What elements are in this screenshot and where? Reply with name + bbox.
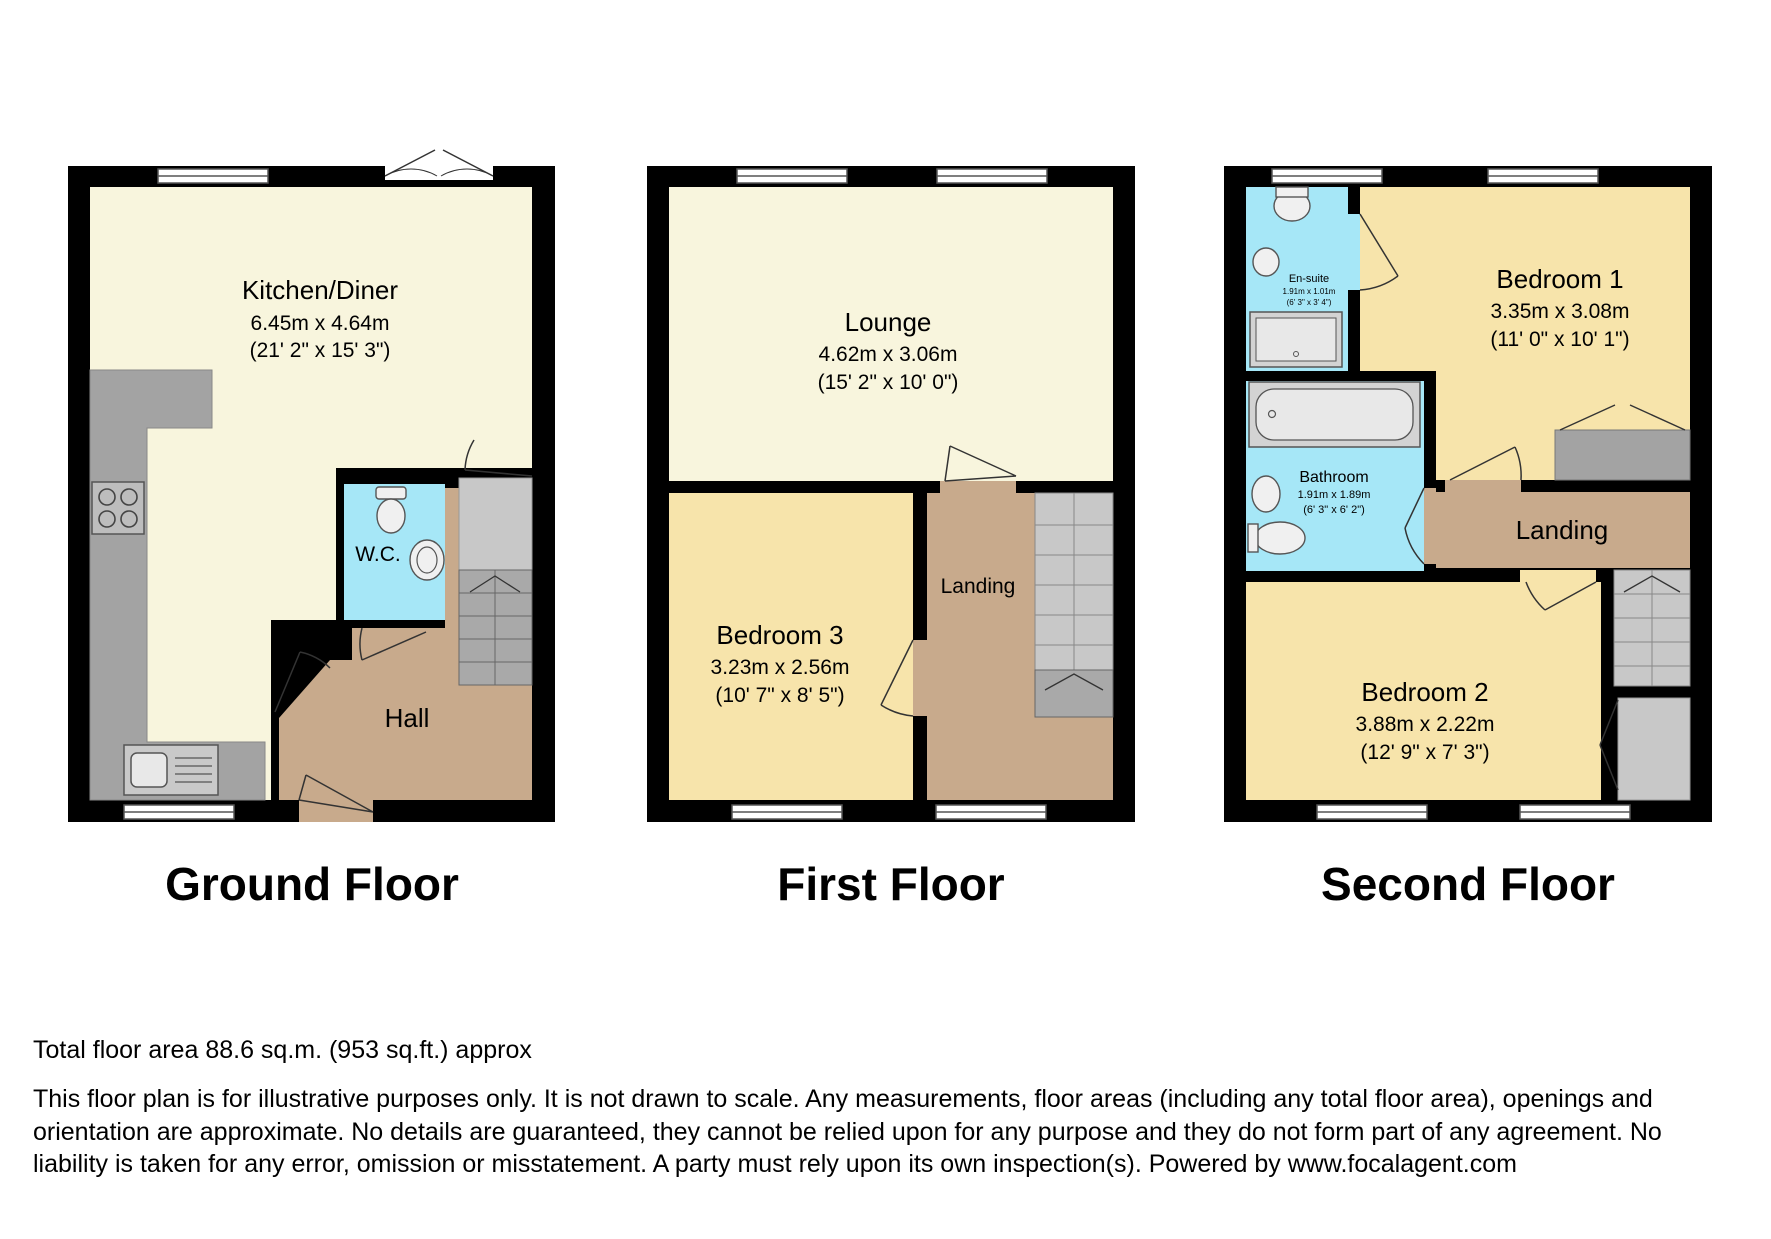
room-dims-ft-en-suite: (6' 3" x 3' 4")	[1286, 298, 1332, 307]
sink-icon	[124, 745, 218, 795]
first-staircase	[1035, 493, 1113, 717]
room-dims-m-kitchen-diner: 6.45m x 4.64m	[250, 312, 390, 335]
total-floor-area: Total floor area 88.6 sq.m. (953 sq.ft.) approx	[33, 1036, 532, 1064]
room-name-hall: Hall	[384, 703, 430, 733]
bathtub-icon	[1249, 382, 1420, 447]
window	[1272, 169, 1382, 183]
room-name-kitchen-diner: Kitchen/Diner	[241, 275, 399, 305]
room-dims-ft-bedroom-3: (10' 7" x 8' 5")	[715, 684, 845, 707]
room-name-bedroom-2: Bedroom 2	[1361, 677, 1489, 707]
french-doors	[385, 150, 493, 180]
window	[1317, 805, 1427, 819]
window	[737, 169, 847, 183]
room-name-first-landing: Landing	[940, 575, 1016, 598]
room-dims-ft-bathroom: (6' 3" x 6' 2")	[1303, 504, 1365, 516]
room-name-second-landing: Landing	[1515, 515, 1609, 545]
ground-staircase	[459, 570, 532, 685]
room-dims-m-bedroom-1: 3.35m x 3.08m	[1490, 300, 1630, 323]
second-staircase	[1614, 570, 1690, 686]
room-dims-ft-lounge: (15' 2" x 10' 0")	[817, 371, 959, 394]
toilet-icon	[376, 487, 406, 533]
room-name-bedroom-1: Bedroom 1	[1496, 264, 1624, 294]
window	[732, 805, 842, 819]
room-dims-m-lounge: 4.62m x 3.06m	[818, 343, 958, 366]
window	[1488, 169, 1598, 183]
toilet-icon	[1248, 522, 1305, 554]
room-name-bathroom: Bathroom	[1299, 469, 1369, 486]
window	[124, 805, 234, 819]
room-name-lounge: Lounge	[844, 307, 932, 337]
ground-floor-plan	[68, 150, 555, 910]
room-dims-m-bathroom: 1.91m x 1.89m	[1297, 489, 1371, 501]
room-dims-ft-bedroom-2: (12' 9" x 7' 3")	[1360, 741, 1490, 764]
toilet-icon	[1274, 187, 1310, 221]
room-dims-m-bedroom-3: 3.23m x 2.56m	[710, 656, 850, 679]
second-floor-plan	[1224, 166, 1712, 910]
window	[1520, 805, 1630, 819]
shower-tray-icon	[1250, 312, 1342, 367]
room-dims-ft-bedroom-1: (11' 0" x 10' 1")	[1490, 328, 1630, 351]
bedroom-2-cupboard	[1618, 698, 1690, 800]
room-name-bedroom-3: Bedroom 3	[716, 620, 844, 650]
first-floor-plan	[647, 166, 1135, 910]
room-dims-ft-kitchen-diner: (21' 2" x 15' 3")	[249, 339, 391, 362]
room-dims-m-bedroom-2: 3.88m x 2.22m	[1355, 713, 1495, 736]
room-dims-m-en-suite: 1.91m x 1.01m	[1282, 287, 1336, 296]
window	[936, 805, 1046, 819]
basin-icon	[410, 540, 444, 580]
floor-title-ground: Ground Floor	[165, 858, 459, 910]
disclaimer-text: This floor plan is for illustrative purposes only. It is not drawn to scale. Any measurements, floor areas (including any total floor area), openings and orientation are approximate. No details are guaranteed, they cannot be relied upon for any purpose and they do not form part of any agreement. No liability is taken for any error, omission or misstatement. A party must rely upon its own inspection(s). Powered by www.focalagent.com	[33, 1085, 1662, 1178]
window	[158, 169, 268, 183]
window	[937, 169, 1047, 183]
room-name-en-suite: En-suite	[1288, 273, 1330, 285]
basin-icon	[1253, 248, 1279, 276]
room-name-wc: W.C.	[355, 543, 401, 566]
floor-title-first: First Floor	[777, 858, 1005, 910]
under-stairs-store	[459, 478, 532, 570]
floor-title-second: Second Floor	[1321, 858, 1615, 910]
hob-icon	[92, 482, 144, 534]
basin-icon	[1252, 476, 1280, 512]
